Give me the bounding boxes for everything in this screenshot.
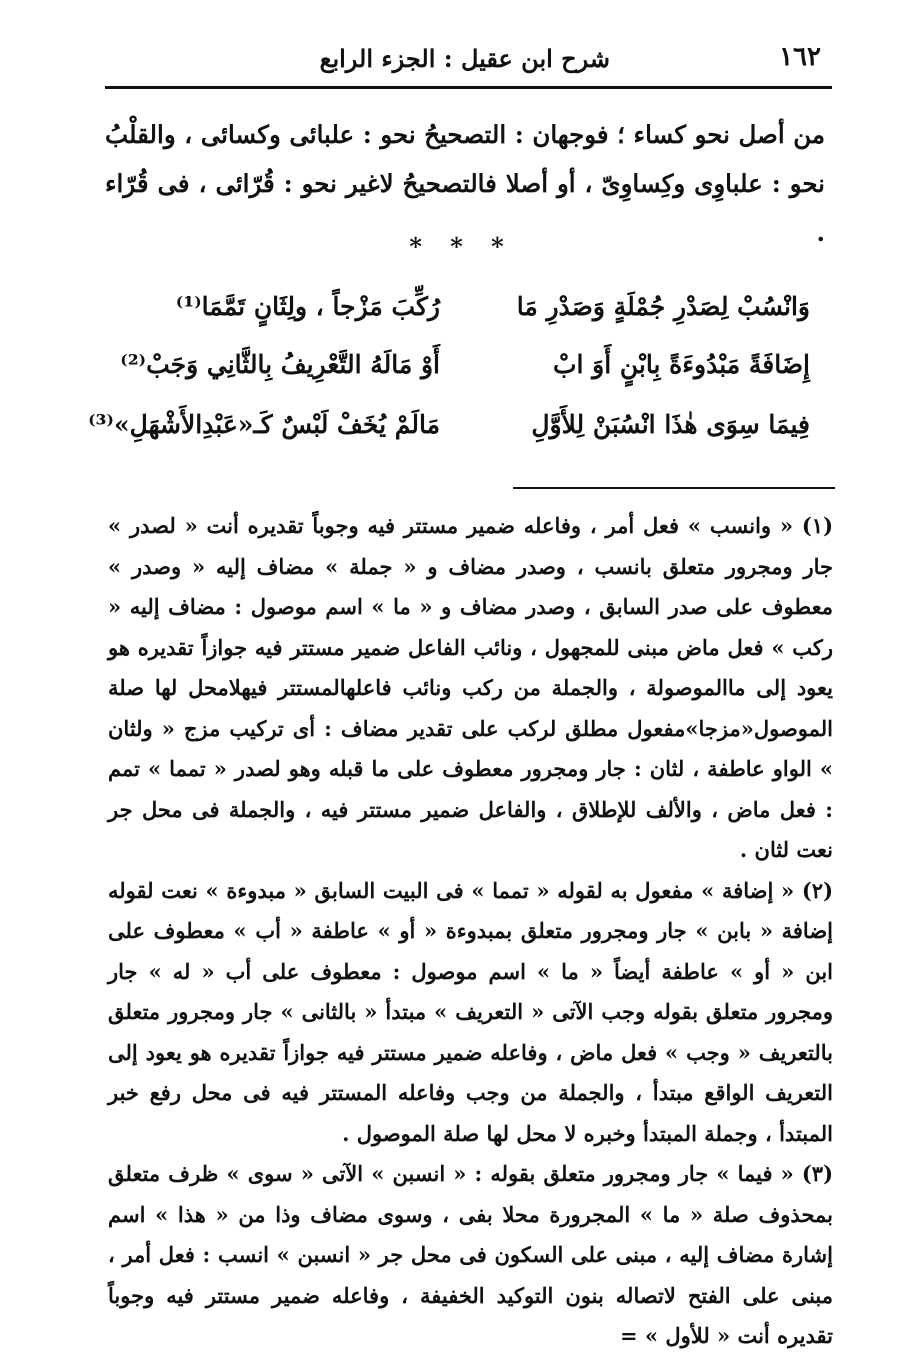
footnote-3: (٣) « فيما » جار ومجرور متعلق بقوله : « انسبن » الآتى « سوى » ظرف متعلق بمحذوف صلة « ما » المجرورة محلا بفى ، وسوى مضاف وذا من « هذا » اسم إشارة مضاف إليه ، مبنى على السكون فى محل جر « انسبن » انسب : فعل أمر ، مبنى على الفتح لاتصاله بنون التوكيد الخفيفة ، وفاعله ضمير مستتر فيه وجوباً تقديره أنت « للأول » = [108,1161,833,1348]
footnote-1: (١) « وانسب » فعل أمر ، وفاعله ضمير مستتر فيه وجوباً تقديره أنت « لصدر » جار ومجرور متعلق بانسب ، وصدر مضاف و « جملة » مضاف إليه « وصدر » معطوف على صدر السابق ، وصدر مضاف و « ما » اسم موصول : مضاف إليه « ركب » فعل ماض مبنى للمجهول ، ونائب الفاعل ضمير مستتر فيه جوازاً تقديره هو يعود إلى ماالموصولة ، والجملة من ركب ونائب فاعلهالمستتر فيهلامحل لها صلة الموصول«مزجا»مفعول مطلق لركب على تقدير مضاف : أى تركيب مزج « ولثان » الواو عاطفة ، لثان : جار ومجرور معطوف على ما قبله وهو لصدر « تمما » تمم : فعل ماض ، والألف للإطلاق ، والفاعل ضمير مستتر فيه ، والجملة فى محل جر نعت لثان . [108,513,833,862]
intro-paragraph: من أصل نحو كساء ؛ فوجهان : التصحيحُ نحو : علبائى وكسائى ، والقلْبُ نحو : علباوِى وكِساوِىّ ، أو أصلا فالتصحيحُ لاغير نحو : قُرّائى ، فى قُرّاء . [105,120,825,247]
verse-line [110,292,810,352]
page-number: ١٦٢ [779,42,821,72]
footnote-rule [513,487,835,489]
running-title: شرح ابن عقيل : الجزء الرابع [319,44,610,73]
verse-first-hemistich: إِضَافَةً مَبْدُوءَةً بِابْنٍ أَوَ ابْ [552,350,810,379]
verse-second-hemistich: مَالَمْ يُخَفْ لَبْسٌ كَـ«عَبْدِالأَشْهَلِ»⁽³⁾ [88,410,440,439]
verse-second-hemistich: أَوْ مَالَهُ التَّعْرِيفُ بِالثَّانِي وَجَبْ⁽²⁾ [120,350,440,379]
verse-first-hemistich: فِيمَا سِوَى هٰذَا انْسُبَنْ لِلأَوَّلِ [531,410,810,439]
verse-second-hemistich: رُكِّبَ مَزْجاً ، ولِثَانٍ تَمَّمَا⁽¹⁾ [175,292,440,321]
section-separator: * * * [409,232,514,261]
page-header [105,38,825,86]
footnotes [108,506,833,1357]
verse-line [110,350,810,410]
footnote-2: (٢) « إضافة » مفعول به لقوله « تمما » فى البيت السابق « مبدوءة » نعت لقوله إضافة « بابن » جار ومجرور متعلق بمبدوءة « أو » عاطفة « أب » معطوف على ابن « أو » عاطفة أيضاً « ما » اسم موصول : معطوف على أب « له » جار ومجرور متعلق بقوله وجب الآتى « التعريف » مبتدأ « بالثانى » جار ومجرور متعلق بالتعريف « وجب » فعل ماض ، وفاعله ضمير مستتر فيه جوازاً تقديره هو يعود إلى التعريف الواقع مبتدأ ، والجملة من وجب وفاعله المستتر فيه فى محل رفع خبر المبتدأ ، وجملة المبتدأ وخبره لا محل لها صلة الموصول . [108,877,833,1146]
verse-line [88,410,810,470]
verse-first-hemistich: وَانْسُبْ لِصَدْرِ جُمْلَةٍ وَصَدْرِ مَا [516,292,810,321]
header-rule [105,86,832,89]
